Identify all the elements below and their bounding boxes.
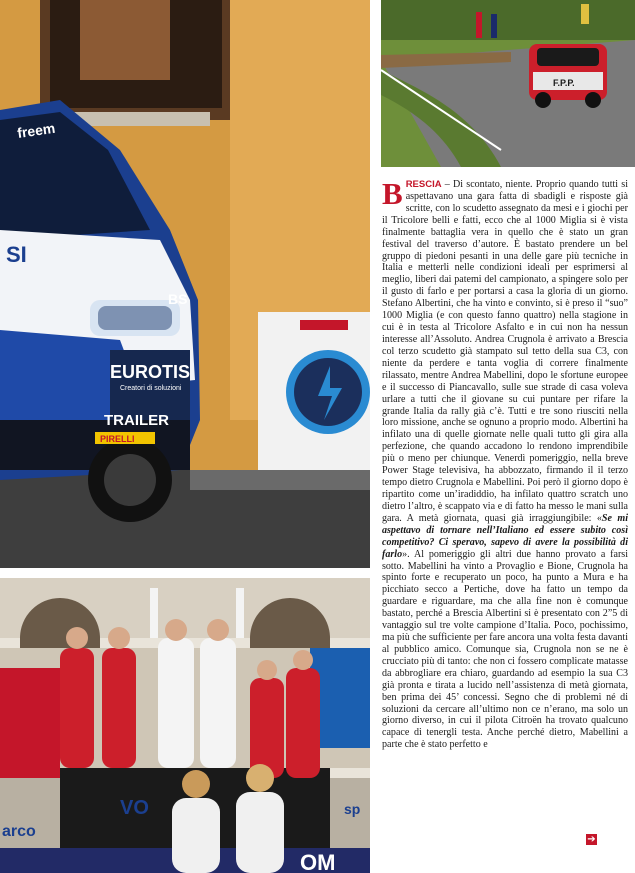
drop-cap: B — [382, 179, 403, 211]
car-sponsor-eurotis-sub: Creatori di soluzioni — [120, 385, 182, 392]
car-sponsor-trailer: TRAILER — [104, 412, 169, 429]
car-sponsor-eurotis: EUROTIS — [110, 362, 191, 382]
podium-left-text: arco — [2, 823, 36, 840]
car-brand-text: freem — [16, 119, 57, 141]
photo-podium — [0, 578, 370, 873]
article-location: RESCIA — [405, 179, 442, 190]
car-bs-text: BS — [168, 291, 188, 307]
continue-arrow-icon: ➔ — [587, 834, 596, 845]
photo-citroen-road — [381, 0, 635, 167]
car-sponsor-pirelli: PIRELLI — [100, 434, 135, 444]
article-paragraph — [382, 179, 628, 751]
article-body — [382, 179, 628, 847]
podium-right-text: sp — [344, 801, 361, 817]
article-quote: Se mi aspettavo di tornare nell’Italiano ed essere subito così competitivo? Ci speravo, sapevo di avere la possibilità di farlo — [382, 512, 628, 560]
podium-bottom-text: OM — [300, 850, 336, 873]
citroen-plate-text: F.P.P. — [553, 78, 575, 88]
podium-banner-text: VO — [120, 797, 149, 819]
photo-rally-car-skoda — [0, 0, 370, 568]
article-continuation: ». Al pomeriggio gli altri due hanno provato a farsi sotto. Mabellini ha vinto a Provaglio e Bione, Crugnola ha spinto forte e recuperato un poco, ha punto a Mura e ha picchiato secco a Pertiche, dove ha fatto un tempo da guardare e riguardare, ma che alla fine non è comunque bastato, perché a Brescia Albertini si è presentato con 2”5 di vantaggio sul tre volte campione d’Italia. Poco, pochissimo, ma più che sufficiente per fare ancora una volta festa davanti al pubblico amico. Comunque sia, Crugnola non se ne è crucciato più di tanto: che non ci fossero complicate matasse da abbrogliare era chiaro, guardando ad esempio la sua C3 già pronta e tirata a lucido nell’assistenza di metà giornata, ben prima dei 45’ concessi. Segno che di problemi né di soluzioni da cercare all’ultimo non ce n’erano, ma solo un giorno diverso, in cui il pilota Citroën ha trovato qualcuno capace di tenergli testa. Anche perché dietro, Mabellini a parte che è stato perfetto e — [382, 548, 628, 751]
article-intro: – Di scontato, niente. Proprio quando tutti si aspettavano una gara fatta di sbadigli e risposte già scritte, con lo scudetto assegnato da mesi e i giochi per il Tricolore belli e fatti, ecco che al 1000 Miglia si è vista finalmente battaglia vera in quello che è stato un gran festival del traverso d’autore. È bastato prendere un bel gruppo di piedoni pesanti in una delle gare più tecniche in Italia e metterli nelle condizioni ideali per esprimersi al meglio, liberi dai patemi del campionato, a spingere solo per il gusto di farlo e per portarsi a casa la gloria di un giorno. Stefano Albertini, che ha vinto e convinto, si è preso il “suo” 1000 Miglia (e con questo fanno quattro) nella stagione in cui è in testa al Tricolore Asfalto e in cui non ha nessun interesse all’Assoluto. Andrea Crugnola è arrivato a Brescia col terzo scudetto già stampato sul tetto della sua C3, con niente da perdere e tanta voglia di correre finalmente rilassato, mentre Andrea Mabellini, dopo le sfortune europee e il successo di Piancavallo, sulle sue strade di casa voleva urlare a tutti che il giovane su cui puntare per rifare la grande Italia da rally già c’è. Tutti e tre sono riusciti nella loro missione, anche se ognuno a proprio modo. Albertini ha infilato una di quelle giornate nelle quali tutto gli gira alla perfezione, che quando accadono lo rendono imprendibile più o meno per chiunque. Venerdì pomeriggio, nella breve Power Stage televisiva, ha abbozzato, firmando il il terzo tempo dietro Crugnola e Mabellini. Poi però il giorno dopo è ripartito come un’iradiddio, ha infilato quattro scratch uno dietro l’altro, è scappato via e di fatto ha messo le mani sulla gara. A metà giornata, quasi già irraggiungibile: « — [382, 179, 628, 524]
car-side-text: SI — [6, 242, 27, 267]
